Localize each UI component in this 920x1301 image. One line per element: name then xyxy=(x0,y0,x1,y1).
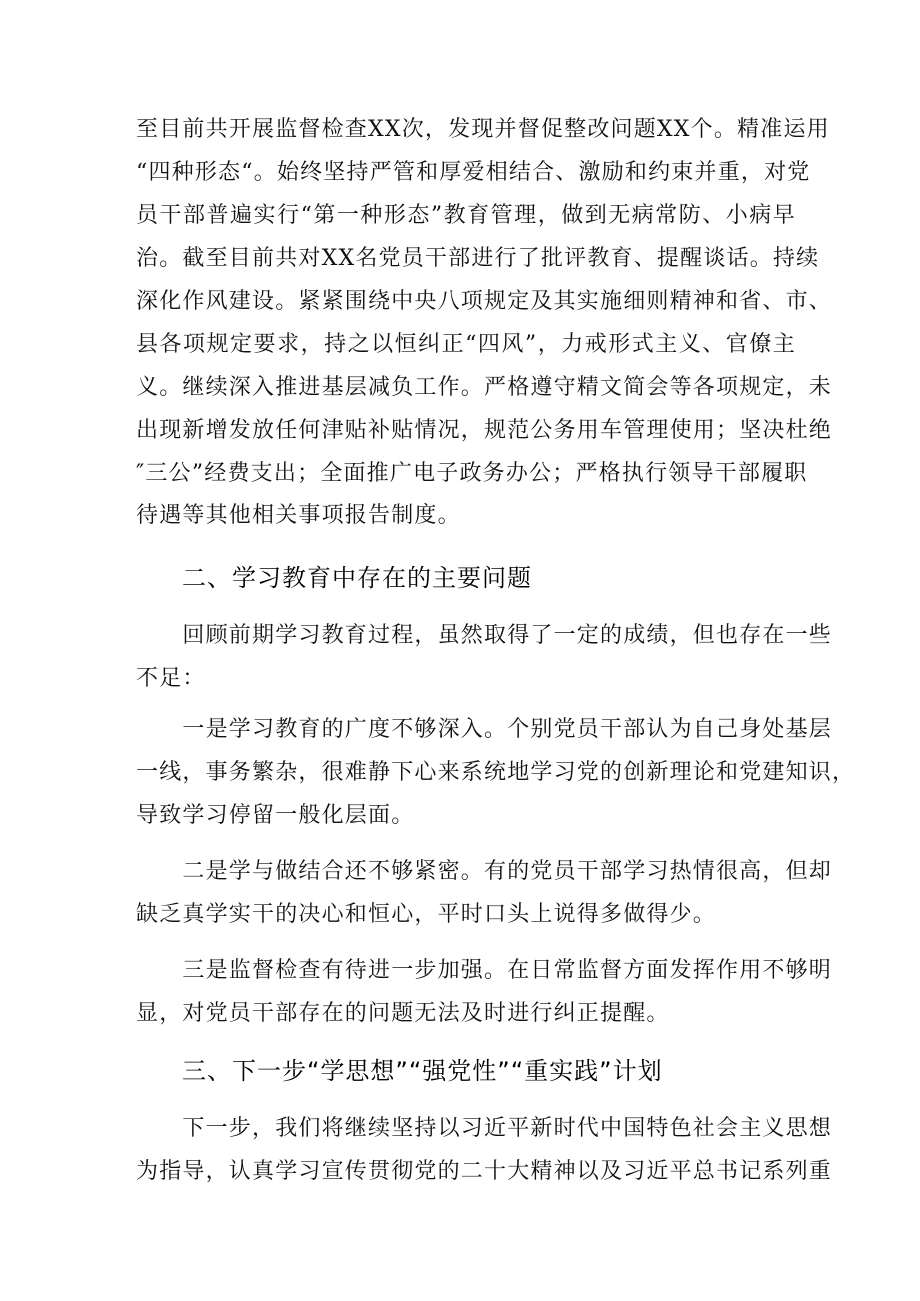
paragraph-line: 不足： xyxy=(136,666,206,691)
paragraph-line: 显，对党员干部存在的问题无法及时进行纠正提醒。 xyxy=(136,1001,670,1026)
paragraph-line: 三是监督检查有待进一步加强。在日常监督方面发挥作用不够明 xyxy=(136,958,833,983)
paragraph-line: 一线，事务繁杂，很难静下心来系统地学习党的创新理论和党建知识， xyxy=(136,760,856,785)
paragraph-line: 待遇等其他相关事项报告制度。 xyxy=(136,503,461,528)
section-heading: 二、学习教育中存在的主要问题 xyxy=(182,564,532,592)
paragraph-line: 员干部普遍实行“第一种形态”教育管理，做到无病常防、小病早 xyxy=(136,203,796,228)
paragraph-line: 义。继续深入推进基层减负工作。严格遵守精文简会等各项规定，未 xyxy=(136,375,833,400)
paragraph-line: 缺乏真学实干的决心和恒心，平时口头上说得多做得少。 xyxy=(136,902,717,927)
paragraph-line: 为指导，认真学习宣传贯彻党的二十大精神以及习近平总书记系列重 xyxy=(136,1159,833,1184)
paragraph-line: 至目前共开展监督检查XX次，发现并督促整改问题XX个。精准运用 xyxy=(136,117,830,142)
paragraph-line: 深化作风建设。紧紧围绕中央八项规定及其实施细则精神和省、市、 xyxy=(136,289,833,314)
paragraph-line: 二是学与做结合还不够紧密。有的党员干部学习热情很高，但却 xyxy=(136,859,833,884)
paragraph-line: 治。截至目前共对XX名党员干部进行了批评教育、提醒谈话。持续 xyxy=(136,246,820,271)
paragraph-line: “四种形态“。始终坚持严管和厚爱相结合、激励和约束并重，对党 xyxy=(136,160,811,185)
paragraph-line: 县各项规定要求，持之以恒纠正“四风”，力戒形式主义、官僚主 xyxy=(136,332,796,357)
paragraph-line: ″三公”经费支出；全面推广电子政务办公；严格执行领导干部履职 xyxy=(136,461,808,486)
paragraph-line: 出现新增发放任何津贴补贴情况，规范公务用车管理使用；坚决杜绝 xyxy=(136,418,833,443)
paragraph-line: 下一步，我们将继续坚持以习近平新时代中国特色社会主义思想 xyxy=(136,1116,833,1141)
section-heading: 三、下一步“学思想”“强党性”“重实践”计划 xyxy=(182,1057,663,1085)
paragraph-line: 一是学习教育的广度不够深入。个别党员干部认为自己身处基层 xyxy=(136,717,833,742)
paragraph-line: 回顾前期学习教育过程，虽然取得了一定的成绩，但也存在一些 xyxy=(136,623,833,648)
paragraph-line: 导致学习停留一般化层面。 xyxy=(136,803,415,828)
